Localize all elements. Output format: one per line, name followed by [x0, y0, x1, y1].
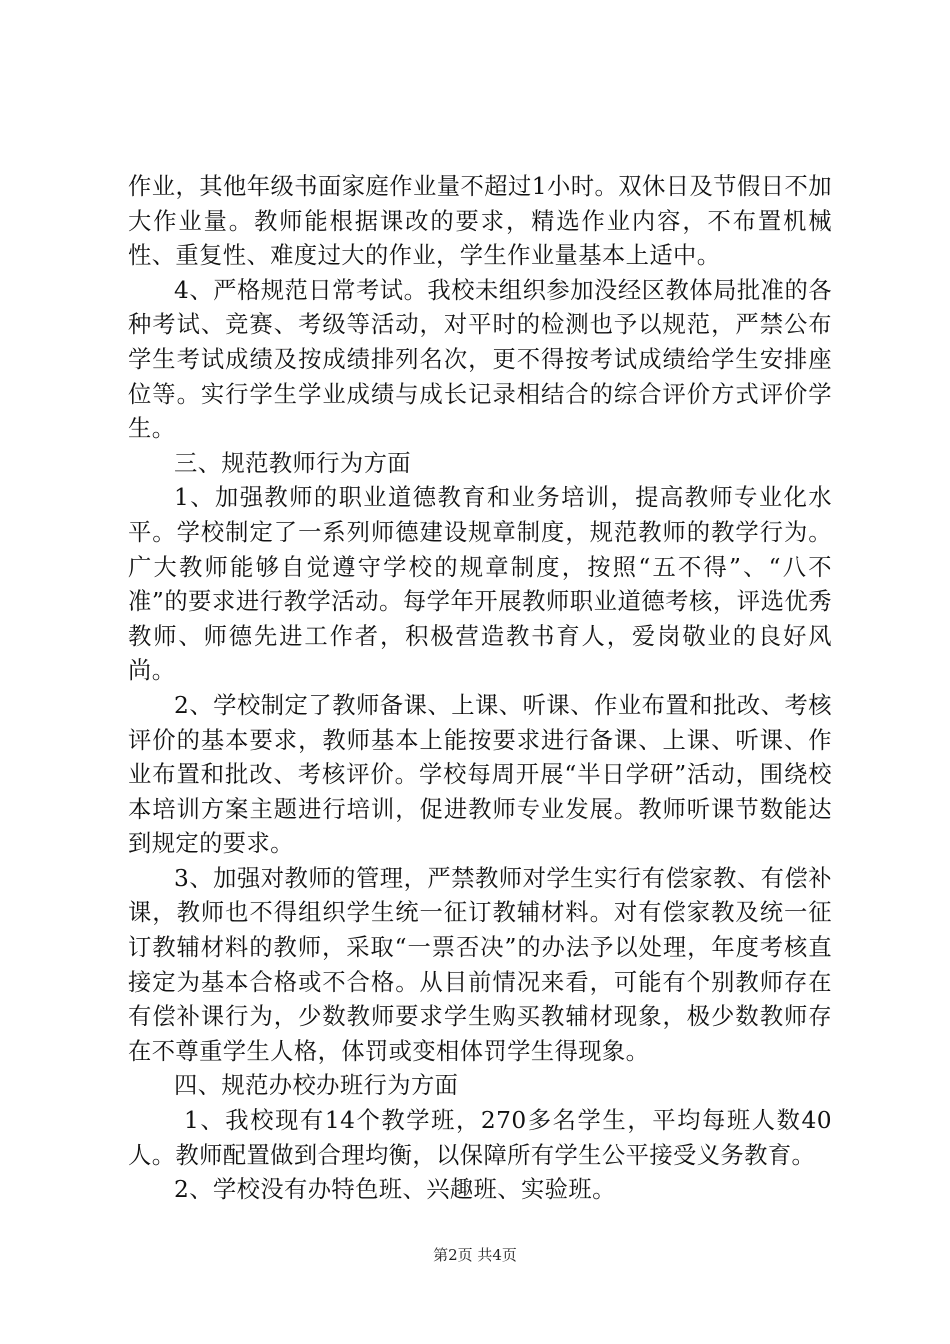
paragraph-class-count: 1、我校现有14个教学班，270多名学生，平均每班人数40人。教师配置做到合理均衡，以保障所有学生公平接受义务教育。 — [128, 1107, 832, 1169]
page-number-footer: 第2页 共4页 — [433, 1246, 517, 1264]
paragraph-teaching-requirements: 2、学校制定了教师备课、上课、听课、作业布置和批改、考核评价的基本要求，教师基本上能按要求进行备课、上课、听课、作业布置和批改、考核评价。学校每周开展“半日学研”活动，围绕校本培训方案主题进行培训，促进教师专业发展。教师听课节数能达到规定的要求。 — [128, 691, 832, 858]
document-body — [128, 170, 832, 1208]
paragraph-teacher-ethics: 1、加强教师的职业道德教育和业务培训，提高教师专业化水平。学校制定了一系列师德建设规章制度，规范教师的教学行为。广大教师能够自觉遵守学校的规章制度，按照“五不得”、“八不准”的要求进行教学活动。每学年开展教师职业道德考核，评选优秀教师、师德先进工作者，积极营造教书育人，爱岗敬业的良好风尚。 — [128, 484, 832, 685]
paragraph-homework-continued: 作业，其他年级书面家庭作业量不超过1小时。双休日及节假日不加大作业量。教师能根据课改的要求，精选作业内容，不布置机械性、重复性、难度过大的作业，学生作业量基本上适中。 — [128, 173, 832, 270]
section-heading-school-operation: 四、规范办校办班行为方面 — [174, 1072, 459, 1100]
section-heading-teacher-conduct: 三、规范教师行为方面 — [174, 449, 411, 477]
paragraph-no-special-classes: 2、学校没有办特色班、兴趣班、实验班。 — [174, 1176, 616, 1204]
paragraph-teacher-management: 3、加强对教师的管理，严禁教师对学生实行有偿家教、有偿补课，教师也不得组织学生统一征订教辅材料。对有偿家教及统一征订教辅材料的教师，采取“一票否决”的办法予以处理，年度考核直接定为基本合格或不合格。从目前情况来看，可能有个别教师存在有偿补课行为，少数教师要求学生购买教辅材现象，极少数教师存在不尊重学生人格，体罚或变相体罚学生得现象。 — [128, 864, 832, 1065]
paragraph-exam-regulation: 4、严格规范日常考试。我校未组织参加没经区教体局批准的各种考试、竞赛、考级等活动，对平时的检测也予以规范，严禁公布学生考试成绩及按成绩排列名次，更不得按考试成绩给学生安排座位等。实行学生学业成绩与成长记录相结合的综合评价方式评价学生。 — [128, 276, 832, 443]
